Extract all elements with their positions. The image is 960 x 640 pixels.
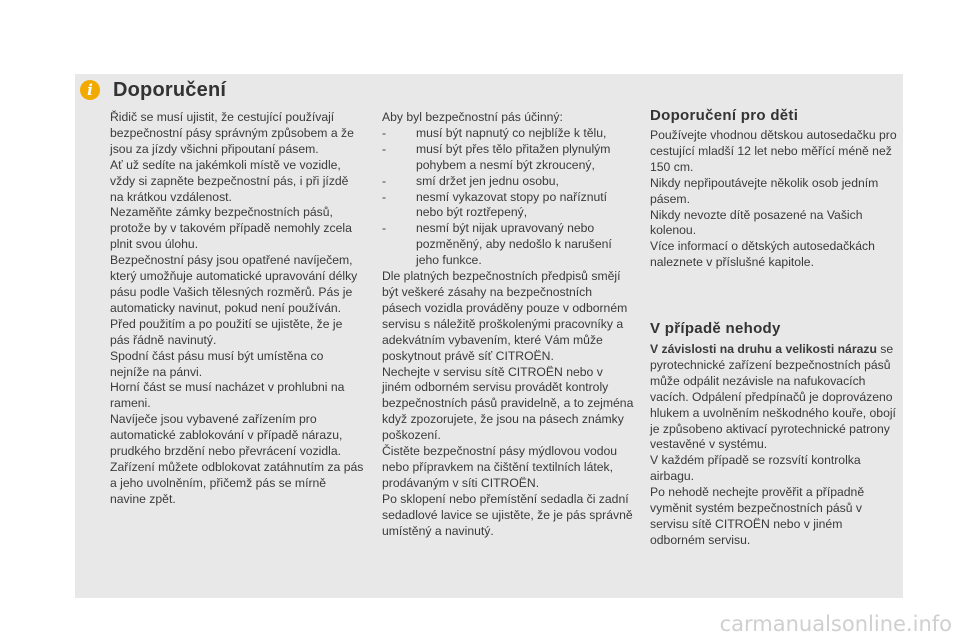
section-heading-accident: V případě nehody: [650, 320, 781, 337]
paragraph: Ať už sedíte na jakémkoli místě ve vozidle, vždy si zapněte bezpečnostní pás, i při jízdě na krátkou vzdálenost.: [110, 157, 349, 204]
paragraph: Horní část se musí nacházet v prohlubni na rameni.: [110, 380, 345, 411]
column-belt-effectiveness: [382, 110, 634, 539]
bullet-item: [382, 174, 634, 190]
paragraph: Nezaměňte zámky bezpečnostních pásů, protože by v takovém případě nemohly zcela plnit svou úlohu.: [110, 205, 352, 252]
bullet-marker: -: [382, 189, 387, 204]
paragraph: Dle platných bezpečnostních předpisů smějí být veškeré zásahy na bezpečnostních pásech vozidla prováděny pouze v odborném servisu s náležitě proškolenými pracovníky a adekvátním vybavením, které Vám může poskytnout právě síť CITROËN.: [382, 269, 628, 363]
bullet-marker: -: [382, 221, 387, 236]
section-accident: [650, 342, 900, 549]
bullet-text: nesmí vykazovat stopy po naříznutí nebo být roztřepený,: [416, 189, 608, 220]
paragraph: V každém případě se rozsvítí kontrolka airbagu.: [650, 453, 861, 484]
emphasis-text: V závislosti na druhu a velikosti nárazu: [650, 342, 877, 356]
paragraph: Více informací o dětských autosedačkách naleznete v příslušné kapitole.: [650, 239, 875, 270]
paragraph: [650, 342, 900, 453]
bullet-marker: -: [382, 173, 387, 188]
paragraph: Řidič se musí ujistit, že cestující používají bezpečnostní pásy správným způsobem a že jsou za jízdy všichni připoutaní pásem.: [110, 110, 354, 156]
column-general-advice: [110, 110, 365, 508]
bullet-item: [382, 221, 634, 269]
paragraph: Nikdy nevozte dítě posazené na Vašich kolenou.: [650, 207, 863, 238]
bullet-text: nesmí být nijak upravovaný nebo pozměněný, aby nedošlo k narušení jeho funkce.: [416, 221, 612, 268]
watermark: carmanualsonline.info: [719, 612, 952, 636]
paragraph: Bezpečnostní pásy jsou opatřené navíječem, který umožňuje automatické upravování délky pásu podle Vašich tělesných rozměrů. Pás je automaticky navinut, pokud není používán.: [110, 253, 358, 315]
paragraph: Před použitím a po použití se ujistěte, že je pás řádně navinutý.: [110, 316, 343, 347]
bullet-text: musí být napnutý co nejblíže k tělu,: [416, 125, 607, 140]
bullet-text: smí držet jen jednu osobu,: [416, 173, 559, 188]
paragraph: Po nehodě nechejte prověřit a případně vyměnit systém bezpečnostních pásů v servisu sítě CITROËN nebo v jiném odborném servisu.: [650, 485, 865, 547]
bullet-item: [382, 126, 634, 142]
intro-text: Aby byl bezpečnostní pás účinný:: [382, 110, 563, 124]
paragraph: Po sklopení nebo přemístění sedadla či zadní sedadlové lavice se ujistěte, že je pás správně umístěný a navinutý.: [382, 491, 633, 538]
bullet-item: [382, 190, 634, 222]
body-text: se pyrotechnické zařízení bezpečnostních pásů může odpálit nezávisle na nafukovacích vacích. Odpálení předpínačů je doprovázeno hlukem a uvolněním neškodného kouře, obojí je způsobeno aktivací pyrotechnické patrony vestavěné v systému.: [650, 342, 896, 452]
page-title: Doporučení: [113, 79, 227, 101]
info-icon: i: [80, 80, 100, 100]
bullet-marker: -: [382, 141, 387, 156]
paragraph: Navíječe jsou vybavené zařízením pro automatické zablokování v případě nárazu, prudkého brzdění nebo převrácení vozidla. Zařízení můžete odblokovat zatáhnutím za pás a jeho uvolněním, přičemž pás se mírně navine zpět.: [110, 412, 364, 506]
bullet-text: musí být přes tělo přitažen plynulým pohybem a nesmí být zkroucený,: [416, 141, 611, 172]
section-children: [650, 128, 900, 271]
bullet-item: [382, 142, 634, 174]
paragraph: Čistěte bezpečnostní pásy mýdlovou vodou nebo přípravkem na čištění textilních látek, prodávaným v síti CITROËN.: [382, 444, 618, 490]
paragraph: Spodní část pásu musí být umístěna co nejníže na pánvi.: [110, 348, 324, 379]
paragraph: Nikdy nepřipoutávejte několik osob jedním pásem.: [650, 175, 879, 206]
section-heading-children: Doporučení pro děti: [650, 107, 799, 124]
paragraph: Nechejte v servisu sítě CITROËN nebo v jiném odborném servisu provádět kontroly bezpečnostních pásů pravidelně, a to zejména když zpozorujete, že jsou na pásech známky poškození.: [382, 364, 634, 443]
bullet-marker: -: [382, 125, 387, 140]
paragraph: Používejte vhodnou dětskou autosedačku pro cestující mladší 12 let nebo měřící méně než 150 cm.: [650, 128, 897, 174]
